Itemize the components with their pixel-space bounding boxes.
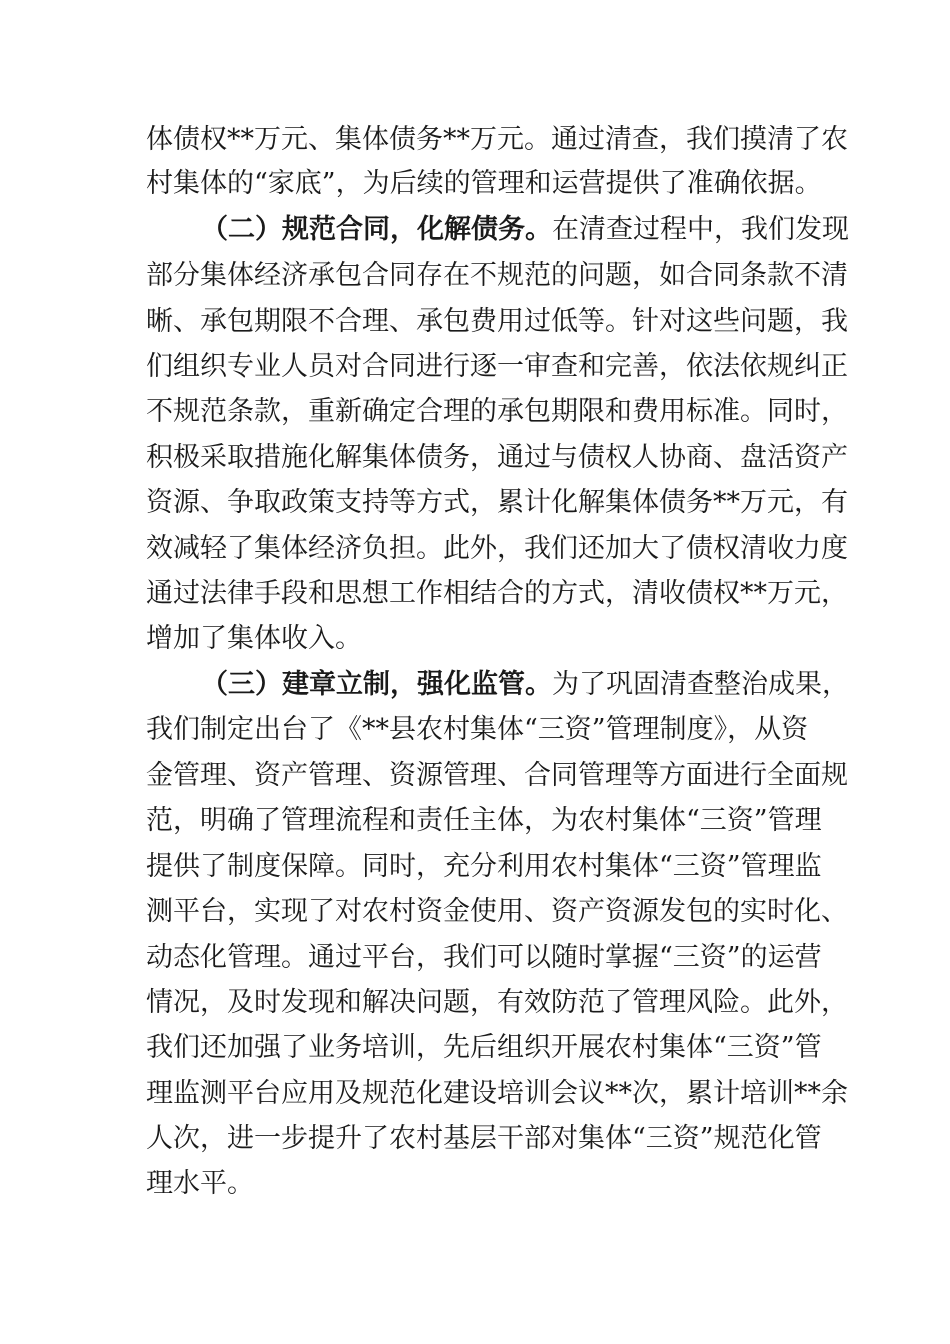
section-2-heading: （二）规范合同，化解债务。 <box>201 214 552 245</box>
paragraph-line: 部分集体经济承包合同存在不规范的问题，如合同条款不清 <box>146 260 848 291</box>
section-3-heading: （三）建章立制，强化监管。 <box>201 669 552 700</box>
paragraph-line: 我们还加强了业务培训，先后组织开展农村集体“三资”管 <box>146 1032 822 1063</box>
paragraph-line: 效减轻了集体经济负担。此外，我们还加大了债权清收力度 <box>146 533 848 564</box>
paragraph-line: 提供了制度保障。同时，充分利用农村集体“三资”管理监 <box>146 851 822 882</box>
paragraph-line: 通过法律手段和思想工作相结合的方式，清收债权**万元， <box>146 578 848 609</box>
paragraph-line: 金管理、资产管理、资源管理、合同管理等方面进行全面规 <box>146 760 848 791</box>
paragraph-line: 不规范条款，重新确定合理的承包期限和费用标准。同时， <box>146 396 848 427</box>
paragraph-line: 理水平。 <box>146 1168 254 1199</box>
paragraph-line: 理监测平台应用及规范化建设培训会议**次，累计培训**余 <box>146 1078 848 1109</box>
paragraph-line: 情况，及时发现和解决问题，有效防范了管理风险。此外， <box>146 987 848 1018</box>
section-2-first-line-text: 在清查过程中，我们发现 <box>552 214 849 245</box>
paragraph-line: 范，明确了管理流程和责任主体，为农村集体“三资”管理 <box>146 805 822 836</box>
paragraph-line: 测平台，实现了对农村资金使用、资产资源发包的实时化、 <box>146 896 848 927</box>
paragraph-line: 体债权**万元、集体债务**万元。通过清查，我们摸清了农 <box>146 124 848 155</box>
paragraph-line: 动态化管理。通过平台，我们可以随时掌握“三资”的运营 <box>146 942 822 973</box>
section-2-first-line <box>201 208 849 252</box>
paragraph-line: 资源、争取政策支持等方式，累计化解集体债务**万元，有 <box>146 487 848 518</box>
section-3-first-line-text: 为了巩固清查整治成果， <box>552 669 849 700</box>
paragraph-line: 村集体的“家底”，为后续的管理和运营提供了准确依据。 <box>146 168 822 199</box>
paragraph-line: 晰、承包期限不合理、承包费用过低等。针对这些问题，我 <box>146 306 848 337</box>
paragraph-line: 我们制定出台了《**县农村集体“三资”管理制度》，从资 <box>146 714 809 745</box>
paragraph-line: 积极采取措施化解集体债务，通过与债权人协商、盘活资产 <box>146 442 848 473</box>
paragraph-line: 人次，进一步提升了农村基层干部对集体“三资”规范化管 <box>146 1123 822 1154</box>
paragraph-line: 们组织专业人员对合同进行逐一审查和完善，依法依规纠正 <box>146 351 848 382</box>
section-3-first-line <box>201 663 849 707</box>
paragraph-line: 增加了集体收入。 <box>146 623 362 654</box>
